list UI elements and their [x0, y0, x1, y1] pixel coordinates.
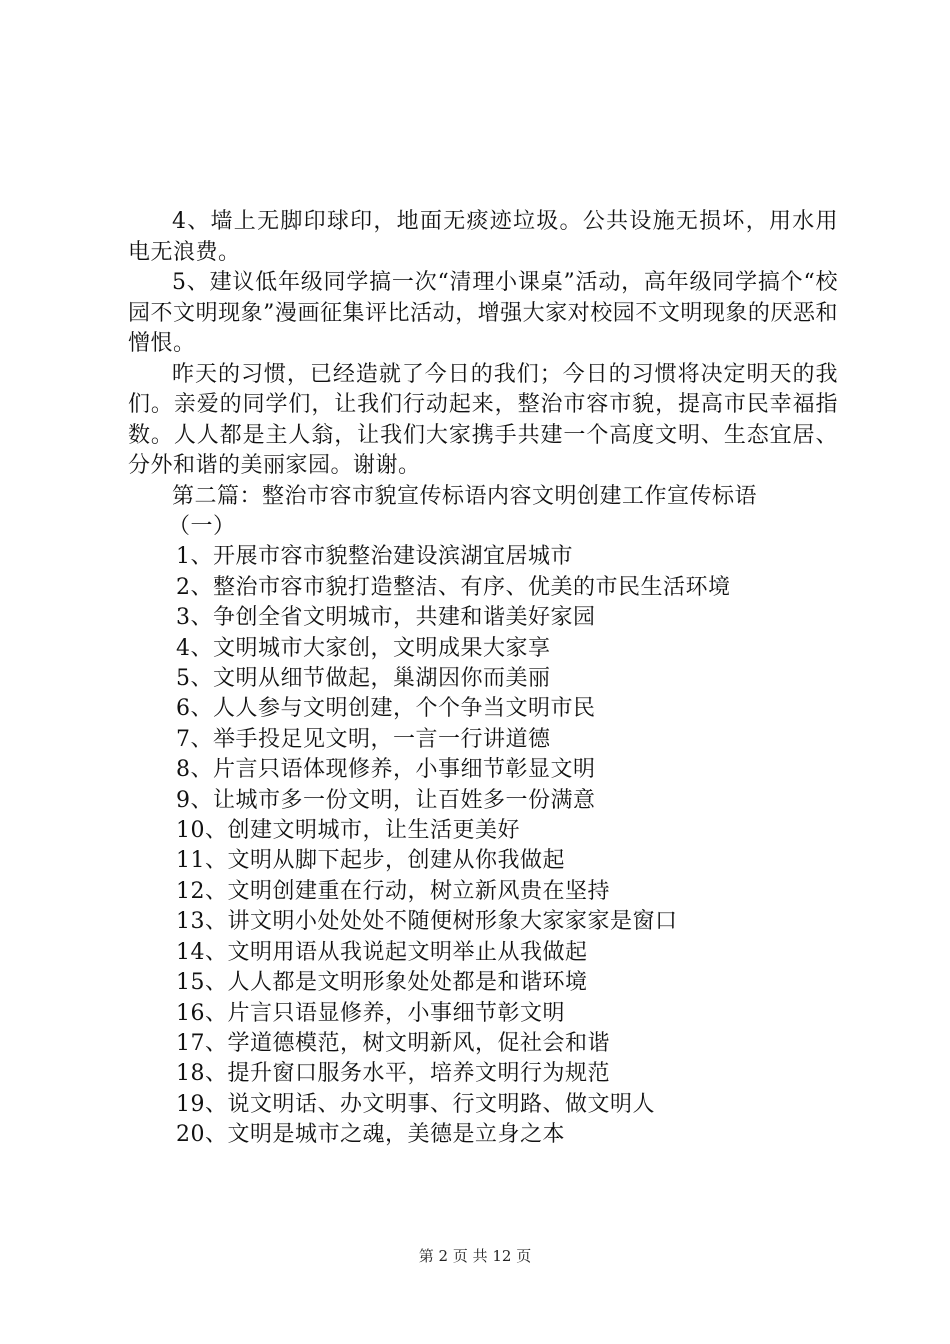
list-item: 16、片言只语显修养，小事细节彰文明	[176, 1000, 565, 1026]
list-item: 3、争创全省文明城市，共建和谐美好家园	[176, 605, 596, 631]
slogan-list	[128, 542, 838, 1150]
list-item: 11、文明从脚下起步，创建从你我做起	[176, 848, 565, 874]
list-item: 13、讲文明小处处处不随便树形象大家家家是窗口	[176, 909, 678, 935]
list-item: 14、文明用语从我说起文明举止从我做起	[176, 939, 588, 965]
chapter-heading: 第二篇：整治市容市貌宣传标语内容文明创建工作宣传标语	[172, 483, 758, 509]
list-item: 8、片言只语体现修养，小事细节彰显文明	[176, 757, 596, 783]
list-item: 12、文明创建重在行动，树立新风贵在坚持	[176, 878, 610, 904]
paragraph-item-4: 4、墙上无脚印球印，地面无痰迹垃圾。公共设施无损坏，用水用电无浪费。	[128, 209, 838, 265]
list-item: 2、整治市容市貌打造整洁、有序、优美的市民生活环境	[176, 574, 731, 600]
list-item: 19、说文明话、办文明事、行文明路、做文明人	[176, 1091, 655, 1117]
list-item: 4、文明城市大家创，文明成果大家享	[176, 635, 551, 661]
paragraph-item-5: 5、建议低年级同学搞一次“清理小课桌”活动，高年级同学搞个“校园不文明现象”漫画征集评比活动，增强大家对校园不文明现象的厌恶和憎恨。	[128, 270, 838, 356]
list-item: 17、学道德模范，树文明新风，促社会和谐	[176, 1030, 610, 1056]
list-item: 20、文明是城市之魂，美德是立身之本	[176, 1122, 565, 1148]
list-item: 5、文明从细节做起，巢湖因你而美丽	[176, 666, 551, 692]
page-footer: 第 2 页 共 12 页	[418, 1247, 532, 1265]
list-item: 6、人人参与文明创建，个个争当文明市民	[176, 696, 596, 722]
list-item: 10、创建文明城市，让生活更美好	[176, 818, 520, 844]
list-item: 7、举手投足见文明，一言一行讲道德	[176, 726, 551, 752]
paragraph-closing: 昨天的习惯，已经造就了今日的我们；今日的习惯将决定明天的我们。亲爱的同学们，让我们行动起来，整治市容市貌，提高市民幸福指数。人人都是主人翁，让我们大家携手共建一个高度文明、生态宜居、分外和谐的美丽家园。谢谢。	[128, 361, 838, 478]
list-item: 18、提升窗口服务水平，培养文明行为规范	[176, 1061, 610, 1087]
document-body	[128, 207, 838, 1151]
list-item: 15、人人都是文明形象处处都是和谐环境	[176, 970, 588, 996]
list-item: 9、让城市多一份文明，让百姓多一份满意	[176, 787, 596, 813]
list-item: 1、开展市容市貌整治建设滨湖宜居城市	[176, 544, 573, 570]
section-heading: （一）	[168, 514, 236, 539]
